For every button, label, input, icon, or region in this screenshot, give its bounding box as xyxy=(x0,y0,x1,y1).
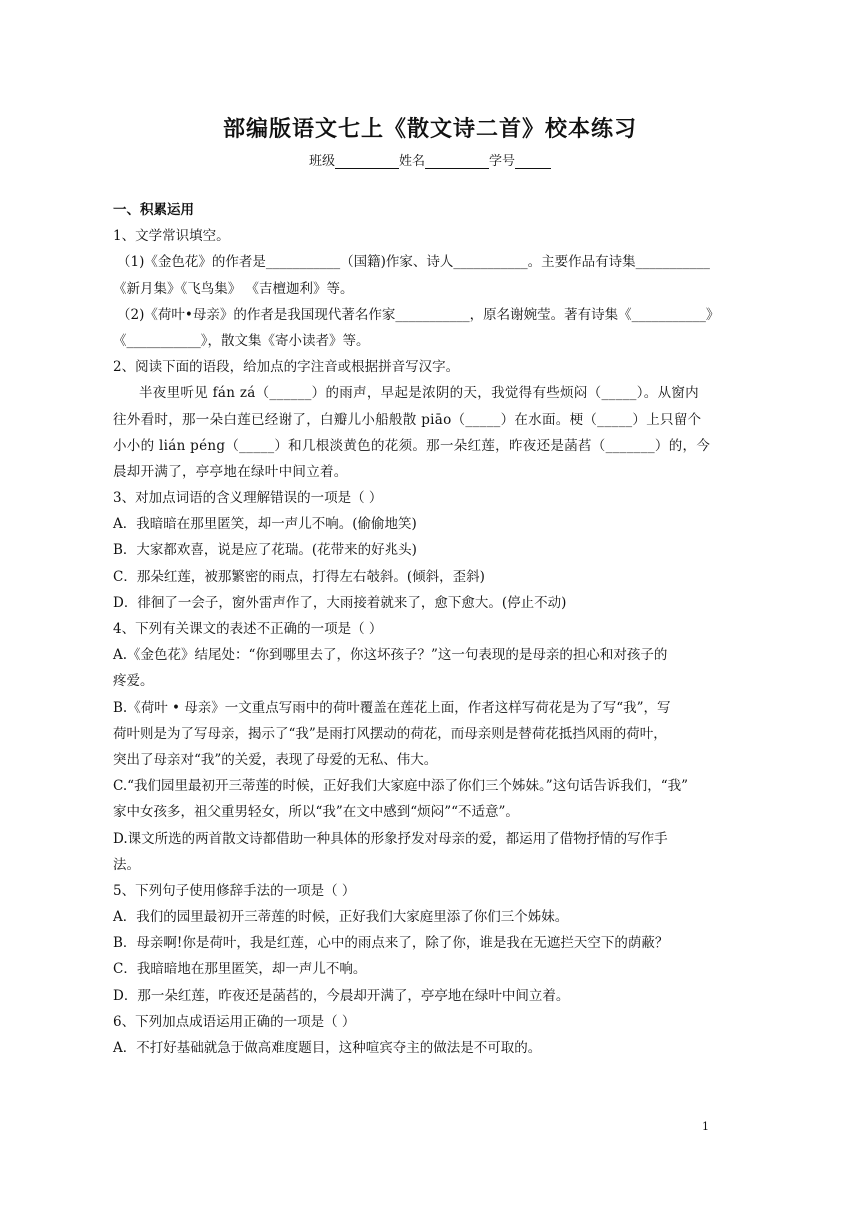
page-number: 1 xyxy=(702,1120,709,1133)
question-1-part-1-cont: 《新月集》《飞鸟集》 《吉檀迦利》等。 xyxy=(113,280,354,297)
question-2-stem: 2、阅读下面的语段，给加点的字注音或根据拼音写汉字。 xyxy=(113,359,460,376)
question-4-option-a: A.《金色花》结尾处：“你到哪里去了，你这坏孩子？”这一句表现的是母亲的担心和对孩子的 xyxy=(113,647,668,664)
question-1-part-2: （2)《荷叶•母亲》的作者是我国现代著名作家___________，原名谢婉莹。著有诗集《___________》 xyxy=(117,306,720,323)
question-4-option-a-cont: 疼爱。 xyxy=(113,673,154,690)
question-2-passage-line: 晨却开满了，亭亭地在绿叶中间立着。 xyxy=(113,463,348,480)
question-6-option-a: A．不打好基础就急于做高难度题目，这种喧宾夺主的做法是不可取的。 xyxy=(113,1040,542,1056)
class-label: 班级 xyxy=(308,154,335,169)
question-4-option-d-cont: 法。 xyxy=(113,856,140,873)
question-5-option-b: B．母亲啊!你是荷叶，我是红莲，心中的雨点来了，除了你，谁是我在无遮拦天空下的荫蔽？ xyxy=(113,935,669,952)
exercise-content xyxy=(113,197,747,1061)
question-1-stem: 1、文学常识填空。 xyxy=(113,228,230,245)
question-3-option-b: B．大家都欢喜，说是应了花瑞。(花带来的好兆头) xyxy=(113,542,417,559)
question-3-option-c: C．那朵红莲，被那繁密的雨点，打得左右攲斜。(倾斜，歪斜) xyxy=(113,568,485,585)
question-3-stem: 3、对加点词语的含义理解错误的一项是（ ） xyxy=(113,490,383,507)
question-2-passage-line: 半夜里听见 fán zá（______）的雨声，早起是浓阴的天，我觉得有些烦闷（_____）。从窗内 xyxy=(139,385,699,402)
question-2-passage-line: 小小的 lián péng（_____）和几根淡黄色的花须。那一朵红莲，昨夜还是菡萏（_______）的，今 xyxy=(113,437,711,454)
section-heading: 一、积累运用 xyxy=(113,202,194,218)
question-5-option-d: D．那一朵红莲，昨夜还是菡萏的，今晨却开满了，亭亭地在绿叶中间立着。 xyxy=(113,987,570,1004)
question-4-stem: 4、下列有关课文的表述不正确的一项是（ ） xyxy=(113,621,383,637)
question-4-option-b-cont: 突出了母亲对“我”的关爱，表现了母爱的无私、伟大。 xyxy=(113,751,438,768)
page-title: 部编版语文七上《散文诗二首》校本练习 xyxy=(222,116,637,142)
question-5-stem: 5、下列句子使用修辞手法的一项是（ ） xyxy=(113,882,356,899)
class-blank[interactable] xyxy=(335,154,399,169)
question-4-option-c-cont: 家中女孩多，祖父重男轻女，所以“我”在文中感到“烦闷”“不适意”。 xyxy=(113,804,519,821)
question-2-passage-line: 往外看时，那一朵白莲已经谢了，白瓣儿小船般散 piāo（_____）在水面。梗（_____）上只留个 xyxy=(113,411,702,428)
id-blank[interactable] xyxy=(515,154,551,169)
id-label: 学号 xyxy=(489,154,516,169)
question-1-part-2-cont: 《___________》，散文集《寄小读者》等。 xyxy=(113,332,370,349)
question-5-option-c: C．我暗暗地在那里匿笑，却一声儿不响。 xyxy=(113,961,367,978)
question-4-option-b: B.《荷叶 • 母亲》一文重点写雨中的荷叶覆盖在莲花上面，作者这样写荷花是为了写“我”，写 xyxy=(113,699,671,716)
question-3-option-d: D．徘徊了一会子，窗外雷声作了，大雨接着就来了，愈下愈大。(停止不动) xyxy=(113,594,567,611)
name-blank[interactable] xyxy=(425,154,489,169)
question-4-option-d: D.课文所选的两首散文诗都借助一种具体的形象抒发对母亲的爱，都运用了借物抒情的写作手 xyxy=(113,830,668,847)
question-1-part-1: （1)《金色花》的作者是___________（国籍)作家、诗人___________。主要作品有诗集___________ xyxy=(117,254,710,271)
question-4-option-c: C.“我们园里最初开三蒂莲的时候，正好我们大家庭中添了你们三个姊妹。”这句话告诉我们，“我” xyxy=(113,778,688,795)
student-info-line xyxy=(0,150,860,169)
question-5-option-a: A．我们的园里最初开三蒂莲的时候，正好我们大家庭里添了你们三个姊妹。 xyxy=(113,909,569,926)
question-4-option-b-cont: 荷叶则是为了写母亲，揭示了“我”是雨打风摆动的荷花，而母亲则是替荷花抵挡风雨的荷叶， xyxy=(113,725,667,742)
question-6-stem: 6、下列加点成语运用正确的一项是（ ） xyxy=(113,1013,356,1030)
question-3-option-a: A．我暗暗在那里匿笑，却一声儿不响。(偷偷地笑) xyxy=(113,516,417,533)
name-label: 姓名 xyxy=(398,154,425,169)
